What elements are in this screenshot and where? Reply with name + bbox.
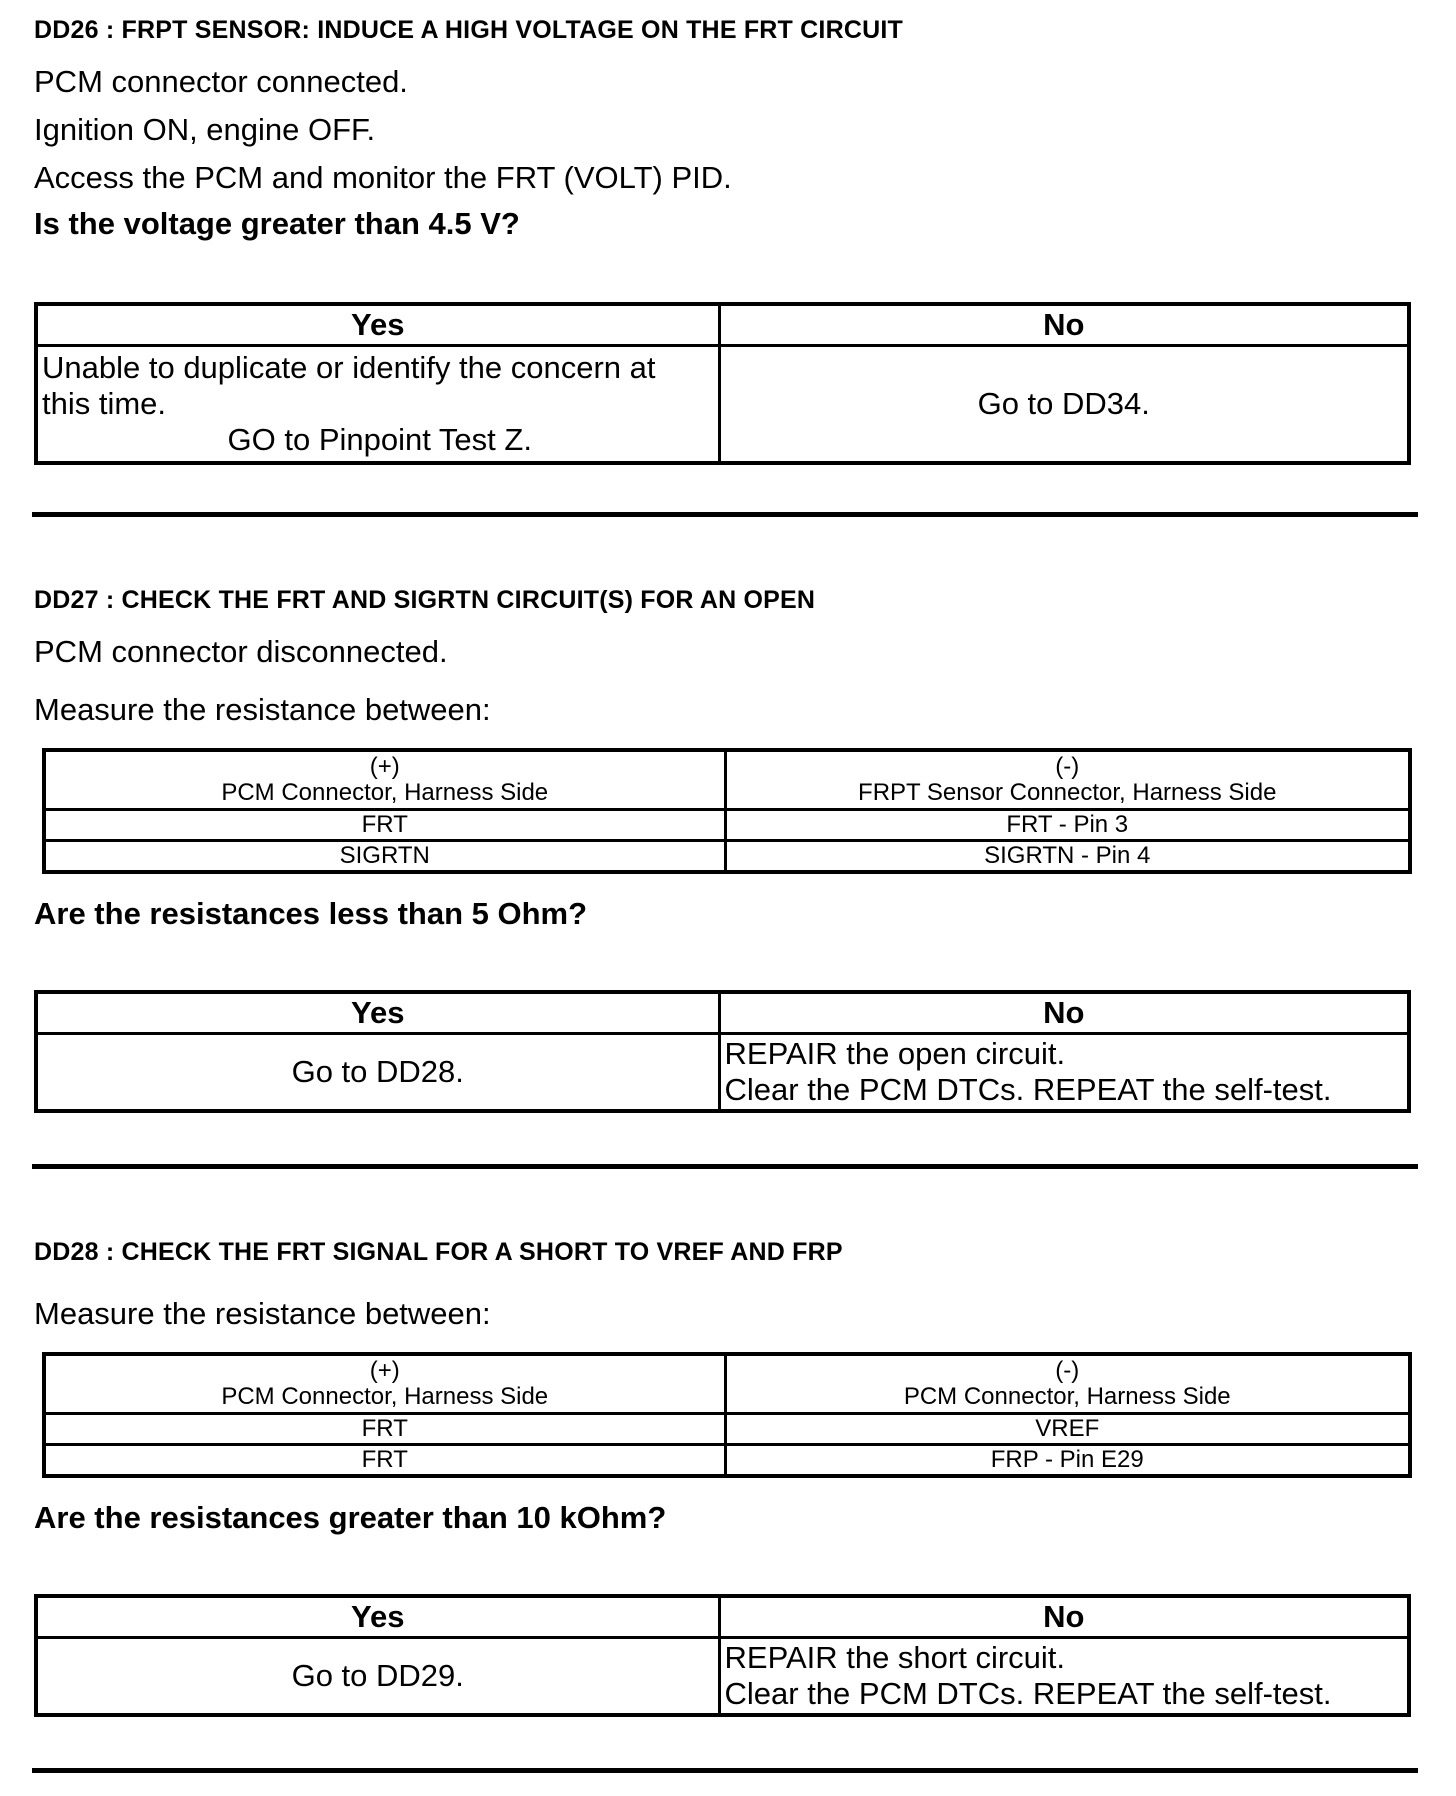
meas-header-left xyxy=(44,750,725,810)
dd26-question: Is the voltage greater than 4.5 V? xyxy=(34,206,520,241)
dd28-no-text-1: REPAIR the short circuit. xyxy=(724,1640,1066,1675)
dd28-measure-table xyxy=(42,1352,1412,1478)
meas-cell-left: FRT xyxy=(44,1414,725,1445)
yes-header: Yes xyxy=(36,304,719,346)
meas-header-left-label: PCM Connector, Harness Side xyxy=(221,1383,549,1410)
minus-sign: (-) xyxy=(1055,1357,1080,1384)
yes-header: Yes xyxy=(36,1596,719,1638)
dd26-step-3: Access the PCM and monitor the FRT (VOLT) PID. xyxy=(34,160,732,195)
section-divider xyxy=(32,1164,1418,1169)
table-row xyxy=(44,841,1410,873)
meas-header-right-label: PCM Connector, Harness Side xyxy=(903,1383,1231,1410)
dd28-no-text-2: Clear the PCM DTCs. REPEAT the self-test. xyxy=(724,1676,1332,1711)
meas-cell-left: FRT xyxy=(44,810,725,841)
dd27-title: DD27 : CHECK THE FRT AND SIGRTN CIRCUIT(S) FOR AN OPEN xyxy=(34,586,816,614)
no-header: No xyxy=(719,304,1409,346)
meas-header-right xyxy=(725,750,1410,810)
meas-header-right xyxy=(725,1354,1410,1414)
dd27-yes-no-table xyxy=(34,990,1411,1113)
dd26-title: DD26 : FRPT SENSOR: INDUCE A HIGH VOLTAGE ON THE FRT CIRCUIT xyxy=(34,16,903,44)
table-row xyxy=(44,1445,1410,1477)
no-header: No xyxy=(719,1596,1409,1638)
dd26-yes-text-2: this time. xyxy=(42,386,167,421)
dd28-yes-cell: Go to DD29. xyxy=(36,1638,719,1716)
table-row xyxy=(44,810,1410,841)
dd28-question: Are the resistances greater than 10 kOhm? xyxy=(34,1500,667,1535)
dd27-step-1: PCM connector disconnected. xyxy=(34,634,448,669)
dd26-yes-cell xyxy=(36,346,719,464)
dd27-no-cell xyxy=(719,1034,1409,1112)
no-header: No xyxy=(719,992,1409,1034)
plus-sign: (+) xyxy=(369,1357,400,1384)
meas-cell-left: SIGRTN xyxy=(44,841,725,873)
dd26-yes-text-3: GO to Pinpoint Test Z. xyxy=(227,422,532,457)
dd27-no-text-1: REPAIR the open circuit. xyxy=(724,1036,1066,1071)
dd28-yes-no-table xyxy=(34,1594,1411,1717)
meas-cell-right: FRP - Pin E29 xyxy=(725,1445,1410,1477)
dd28-no-cell xyxy=(719,1638,1409,1716)
meas-header-left xyxy=(44,1354,725,1414)
meas-cell-right: SIGRTN - Pin 4 xyxy=(725,841,1410,873)
meas-header-right-label: FRPT Sensor Connector, Harness Side xyxy=(858,779,1277,806)
meas-cell-right: FRT - Pin 3 xyxy=(725,810,1410,841)
section-divider xyxy=(32,512,1418,517)
dd26-yes-text-1: Unable to duplicate or identify the concern at xyxy=(42,350,656,385)
dd27-no-text-2: Clear the PCM DTCs. REPEAT the self-test. xyxy=(724,1072,1332,1107)
dd26-yes-no-table xyxy=(34,302,1411,465)
dd26-step-1: PCM connector connected. xyxy=(34,64,408,99)
dd27-question: Are the resistances less than 5 Ohm? xyxy=(34,896,588,931)
meas-header-left-label: PCM Connector, Harness Side xyxy=(221,779,549,806)
dd27-measure-table xyxy=(42,748,1412,874)
meas-cell-left: FRT xyxy=(44,1445,725,1477)
dd26-step-2: Ignition ON, engine OFF. xyxy=(34,112,376,147)
dd27-step-2: Measure the resistance between: xyxy=(34,692,491,727)
table-row xyxy=(44,1414,1410,1445)
dd28-title: DD28 : CHECK THE FRT SIGNAL FOR A SHORT TO VREF AND FRP xyxy=(34,1238,843,1266)
dd27-yes-cell: Go to DD28. xyxy=(36,1034,719,1112)
meas-cell-right: VREF xyxy=(725,1414,1410,1445)
section-divider xyxy=(32,1768,1418,1773)
dd28-step-1: Measure the resistance between: xyxy=(34,1296,491,1331)
yes-header: Yes xyxy=(36,992,719,1034)
minus-sign: (-) xyxy=(1055,753,1080,780)
plus-sign: (+) xyxy=(369,753,400,780)
dd26-no-cell: Go to DD34. xyxy=(719,346,1409,464)
